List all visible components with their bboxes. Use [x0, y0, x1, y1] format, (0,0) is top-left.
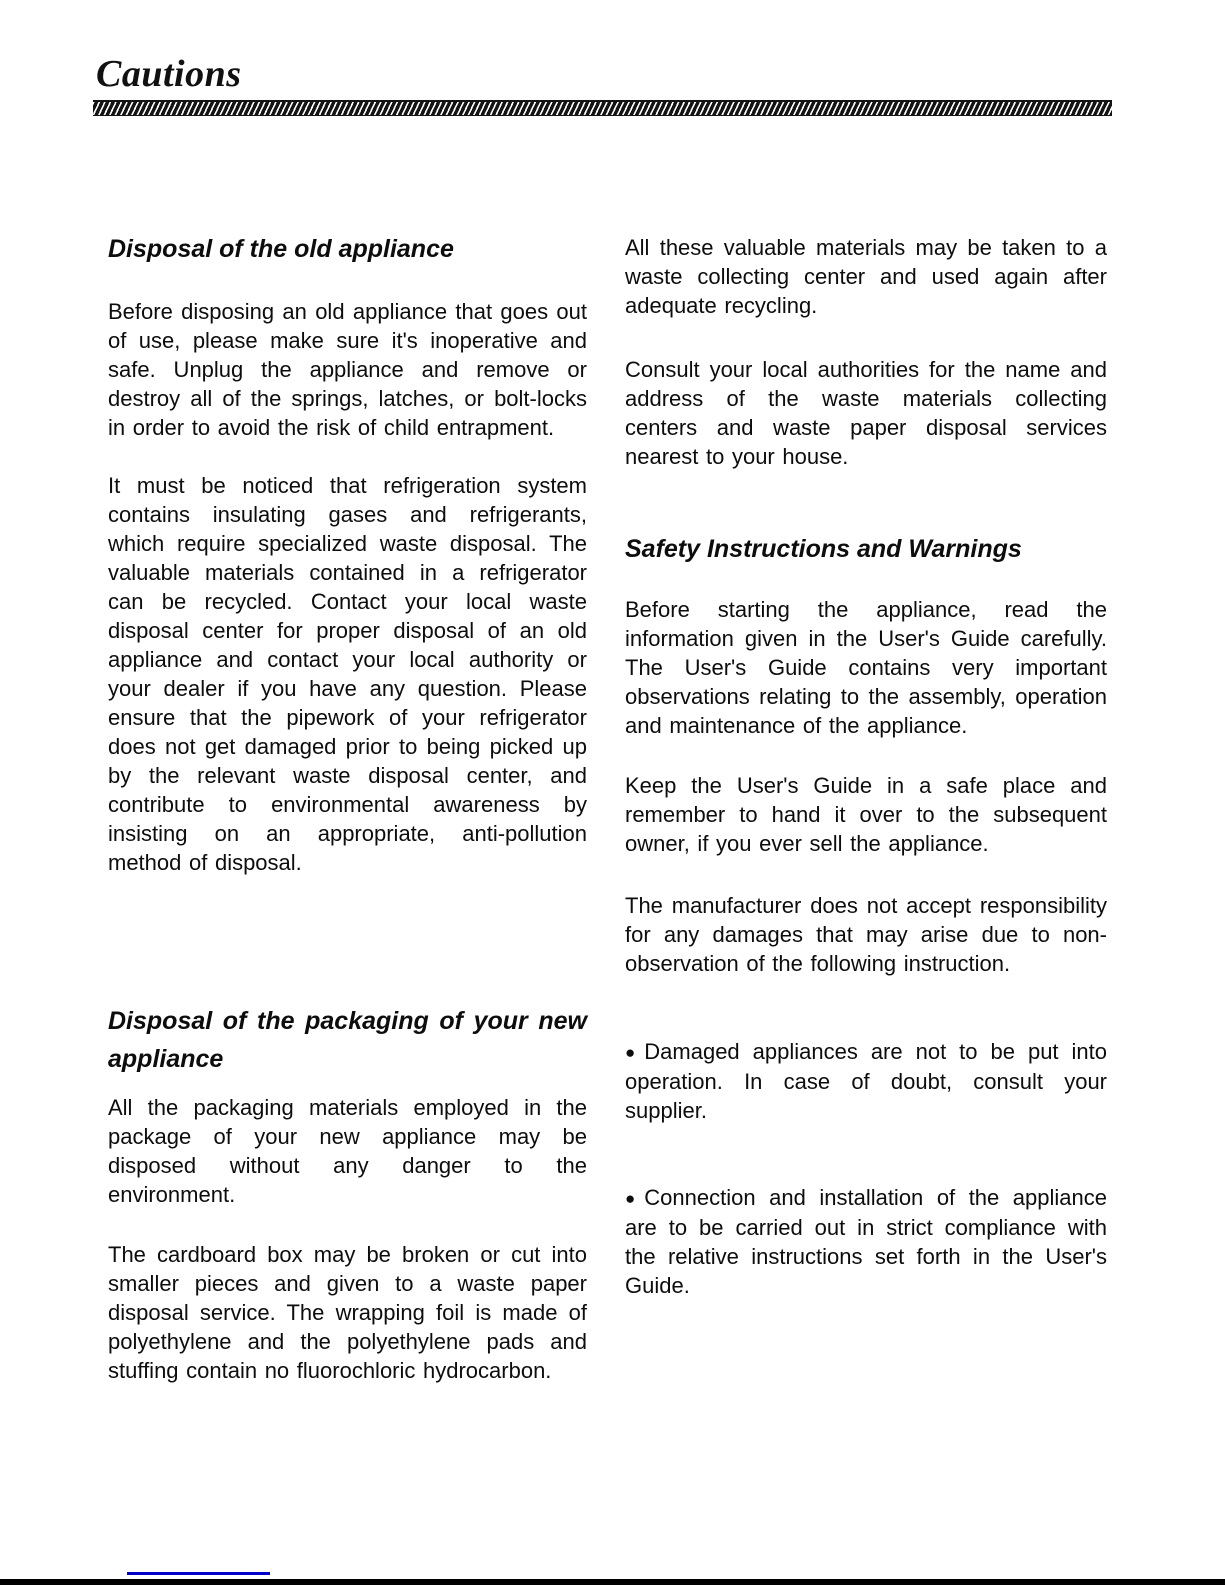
footer-black-bar [0, 1579, 1225, 1585]
section-heading-disposal-packaging: Disposal of the packaging of your new appliance [108, 1007, 587, 1073]
bullet-item-connection-installation [625, 1183, 1107, 1300]
bullet-text-connection-installation: Connection and installation of the appliance are to be carried out in strict compliance with the relative instructions set forth in the User's Guide. [625, 1185, 1107, 1298]
right-column [625, 233, 1107, 1300]
page-title: Cautions [96, 53, 242, 95]
left-column [108, 230, 587, 1385]
section-heading-disposal-old-appliance: Disposal of the old appliance [108, 235, 454, 263]
section-heading-safety-instructions: Safety Instructions and Warnings [625, 535, 1022, 563]
bullet-item-damaged-appliances [625, 1037, 1107, 1125]
footer-blue-line [127, 1572, 270, 1575]
paragraph-consult-authorities: Consult your local authorities for the name and address of the waste materials collecting centers and waste paper disposal services nearest to your house. [625, 357, 1107, 469]
header-hatched-rule [93, 100, 1112, 116]
paragraph-before-starting: Before starting the appliance, read the information given in the User's Guide carefully. The User's Guide contains very important observations relating to the assembly, operation and maintenance of the appliance. [625, 597, 1107, 738]
paragraph-manufacturer-responsibility: The manufacturer does not accept responsibility for any damages that may arise due to non-observation of the following instruction. [625, 893, 1107, 976]
bullet-icon: ● [625, 1043, 636, 1062]
paragraph-packaging-2: The cardboard box may be broken or cut into smaller pieces and given to a waste paper disposal service. The wrapping foil is made of polyethylene and the polyethylene pads and stuffing contain no fluorochloric hydrocarbon. [108, 1242, 587, 1383]
paragraph-disposal-old-2: It must be noticed that refrigeration system contains insulating gases and refrigerants, which require specialized waste disposal. The valuable materials contained in a refrigerator can be recycled. Contact your local waste disposal center for proper disposal of an old appliance and contact your local authority or your dealer if you have any question. Please ensure that the pipework of your refrigerator does not get damaged prior to being picked up by the relevant waste disposal center, and contribute to environmental awareness by insisting on an appropriate, anti-pollution method of disposal. [108, 473, 587, 875]
bullet-text-damaged-appliances: Damaged appliances are not to be put into operation. In case of doubt, consult your supplier. [625, 1039, 1107, 1123]
bullet-icon: ● [625, 1189, 636, 1208]
paragraph-valuable-materials: All these valuable materials may be taken to a waste collecting center and used again after adequate recycling. [625, 235, 1107, 318]
paragraph-packaging-1: All the packaging materials employed in the package of your new appliance may be disposed without any danger to the environment. [108, 1095, 587, 1207]
paragraph-keep-guide: Keep the User's Guide in a safe place and remember to hand it over to the subsequent owner, if you ever sell the appliance. [625, 773, 1107, 856]
paragraph-disposal-old-1: Before disposing an old appliance that goes out of use, please make sure it's inoperative and safe. Unplug the appliance and remove or destroy all of the springs, latches, or bolt-locks in order to avoid the risk of child entrapment. [108, 299, 587, 440]
